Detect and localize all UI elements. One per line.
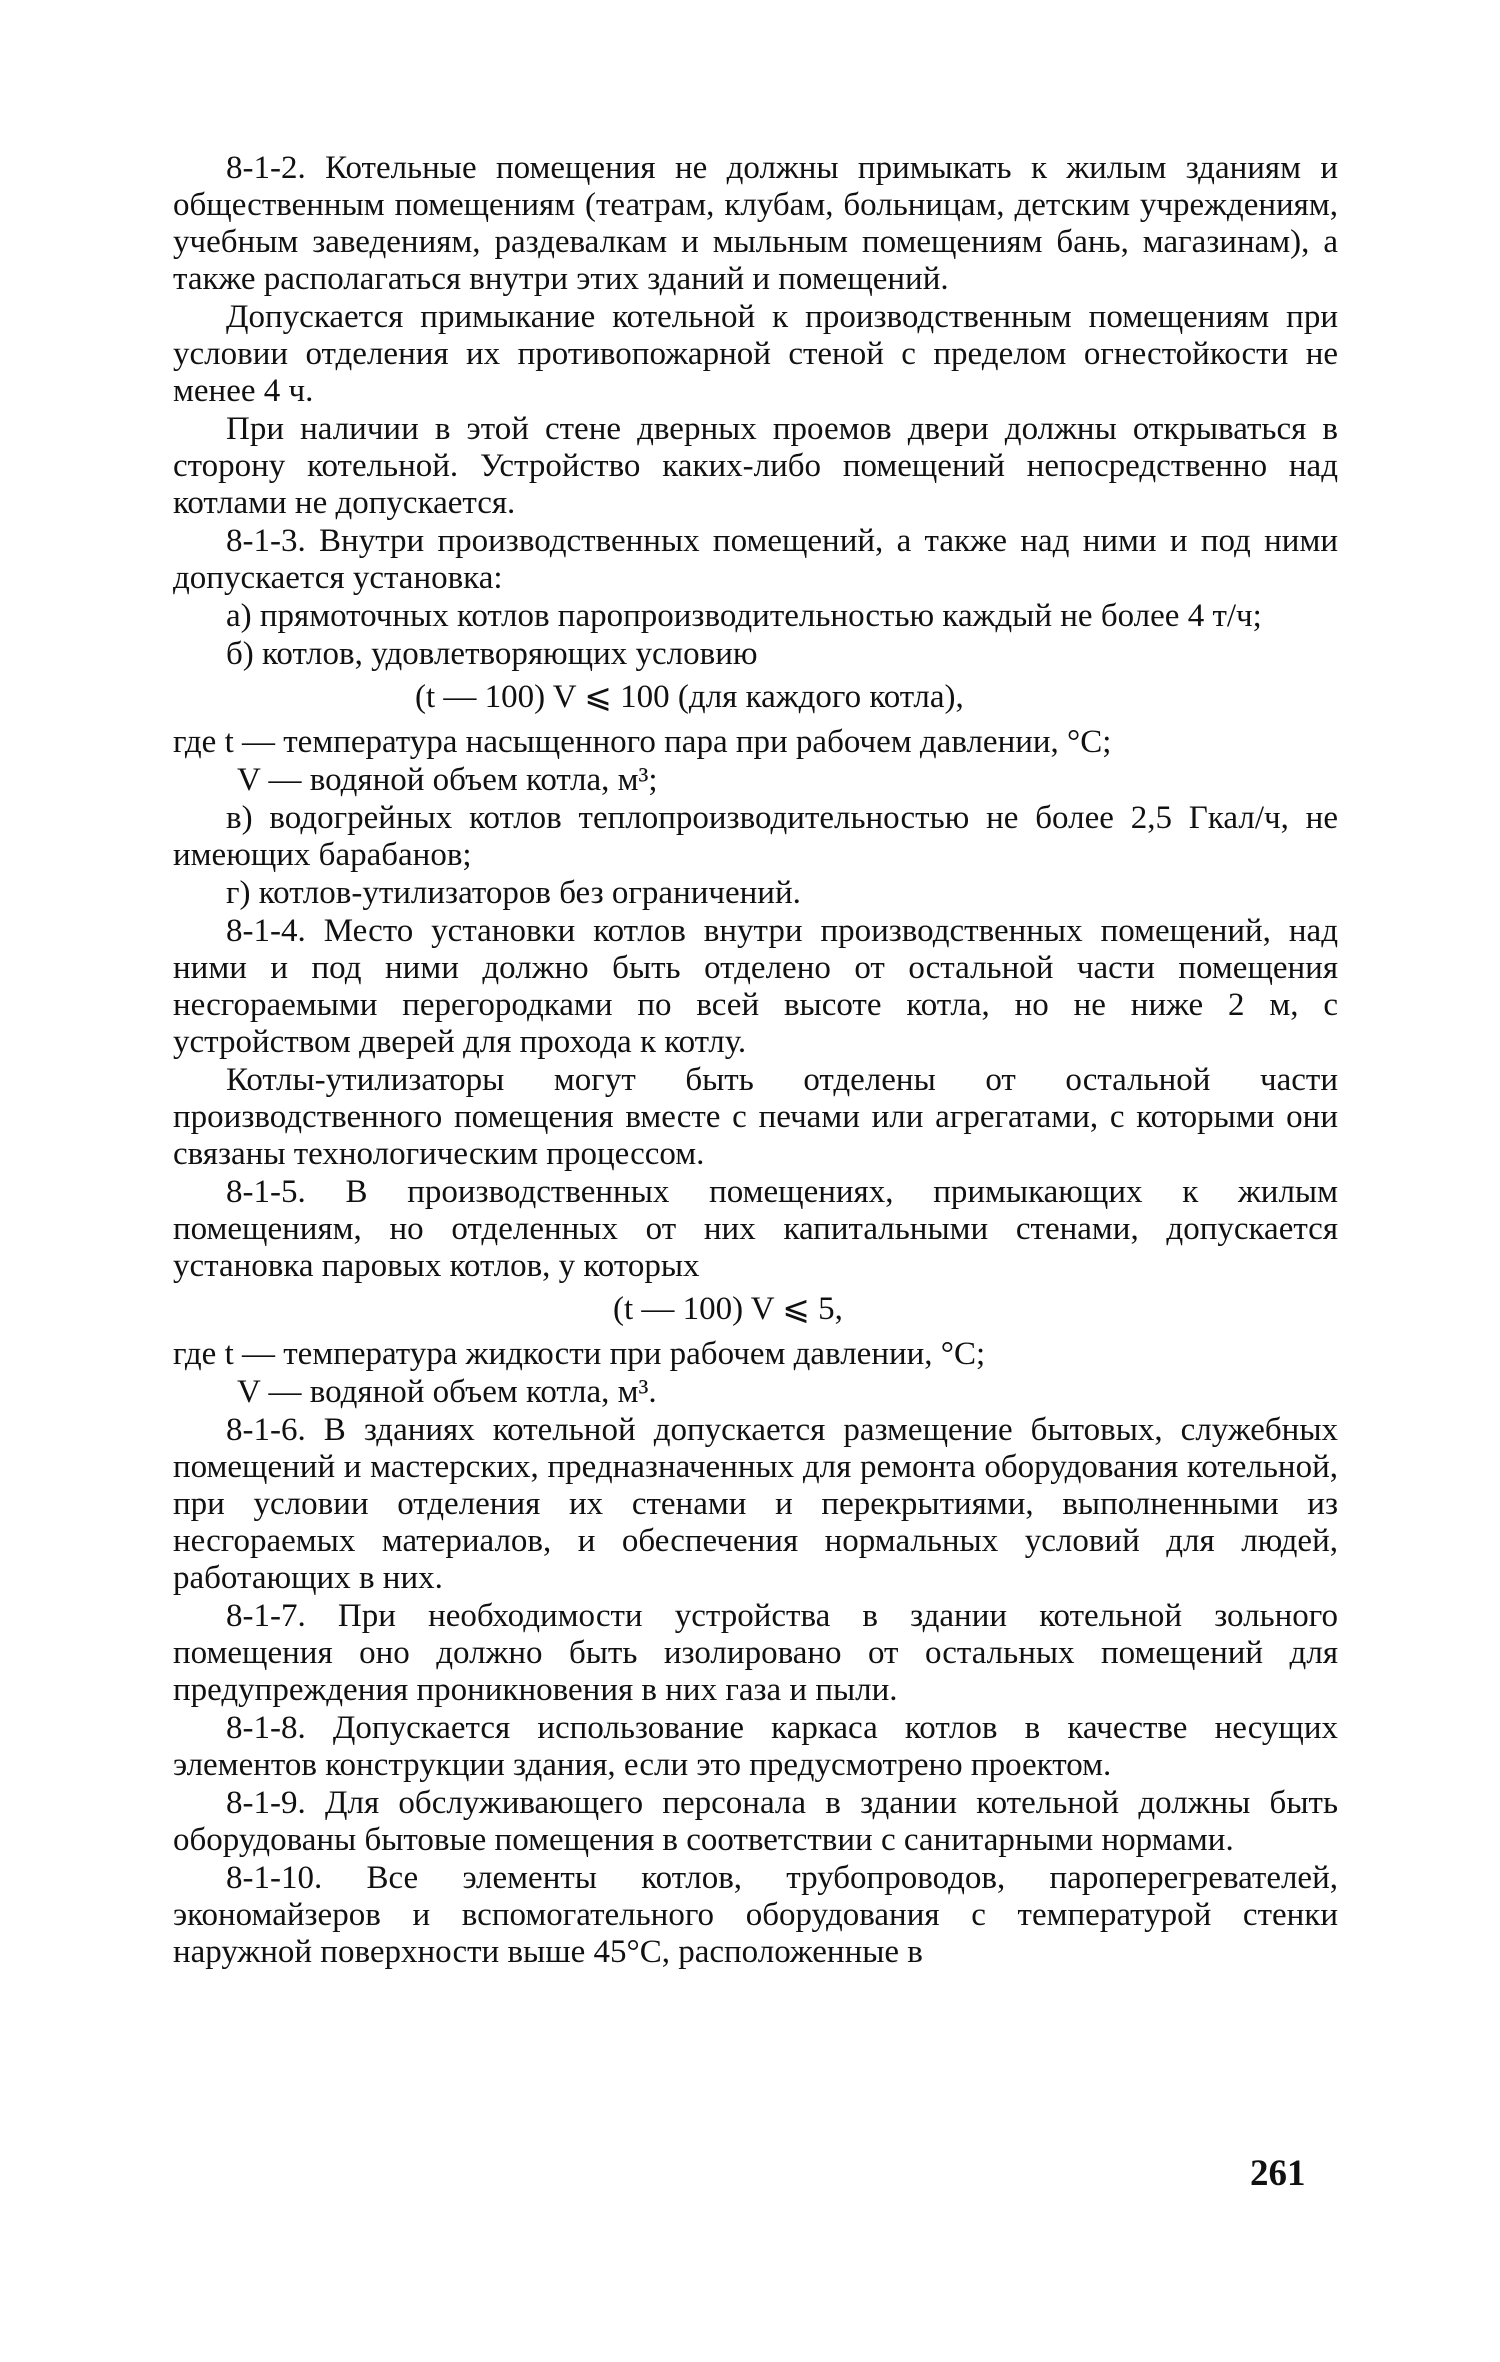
paragraph-door-openings: При наличии в этой стене дверных проемов двери должны открываться в сторону котельной. Устройство каких-либо помещений непосредственно над котлами не допускается.	[173, 411, 1338, 521]
page-body	[173, 150, 1338, 1972]
list-item-b: б) котлов, удовлетворяющих условию	[226, 636, 758, 672]
paragraph-boiler-adjacency: Допускается примыкание котельной к производственным помещениям при условии отделения их противопожарной стеной с пределом огнестойкости не менее 4 ч.	[173, 299, 1338, 409]
formula-condition-1: (t — 100) V ⩽ 100 (для каждого котла),	[415, 679, 964, 715]
paragraph-8-1-10: 8-1-10. Все элементы котлов, трубопроводов, пароперегревателей, экономайзеров и вспомогательного оборудования с температурой стенки наружной поверхности выше 45°С, расположенные в	[173, 1860, 1338, 1970]
page-number: 261	[1250, 2153, 1306, 2194]
paragraph-8-1-2: 8-1-2. Котельные помещения не должны примыкать к жилым зданиям и общественным помещениям (театрам, клубам, больницам, детским учреждениям, учебным заведениям, раздевалкам и мыльным помещениям бань, магазинам), а также располагаться внутри этих зданий и помещений.	[173, 150, 1338, 297]
paragraph-waste-heat-boilers: Котлы-утилизаторы могут быть отделены от остальной части производственного помещения вместе с печами или агрегатами, с которыми они связаны технологическим процессом.	[173, 1062, 1338, 1172]
paragraph-8-1-5: 8-1-5. В производственных помещениях, примыкающих к жилым помещениям, но отделенных от них капитальными стенами, допускается установка паровых котлов, у которых	[173, 1174, 1338, 1284]
paragraph-8-1-7: 8-1-7. При необходимости устройства в здании котельной зольного помещения оно должно быть изолировано от остальных помещений для предупреждения проникновения в них газа и пыли.	[173, 1598, 1338, 1708]
paragraph-8-1-8: 8-1-8. Допускается использование каркаса котлов в качестве несущих элементов конструкции здания, если это предусмотрено проектом.	[173, 1710, 1338, 1783]
definition-t-saturated: где t — температура насыщенного пара при рабочем давлении, °С;	[173, 724, 1112, 760]
list-item-g: г) котлов-утилизаторов без ограничений.	[226, 875, 801, 911]
paragraph-8-1-9: 8-1-9. Для обслуживающего персонала в здании котельной должны быть оборудованы бытовые помещения в соответствии с санитарными нормами.	[173, 1785, 1338, 1858]
paragraph-8-1-6: 8-1-6. В зданиях котельной допускается размещение бытовых, служебных помещений и мастерских, предназначенных для ремонта оборудования котельной, при условии отделения их стенами и перекрытиями, выполненными из несгораемых материалов, и обеспечения нормальных условий для людей, работающих в них.	[173, 1412, 1338, 1596]
definition-t-liquid: где t — температура жидкости при рабочем давлении, °С;	[173, 1336, 986, 1372]
paragraph-8-1-4: 8-1-4. Место установки котлов внутри производственных помещений, над ними и под ними должно быть отделено от остальной части помещения несгораемыми перегородками по всей высоте котла, но не ниже 2 м, с устройством дверей для прохода к котлу.	[173, 913, 1338, 1060]
list-item-v: в) водогрейных котлов теплопроизводительностью не более 2,5 Гкал/ч, не имеющих барабанов;	[173, 800, 1338, 873]
paragraph-8-1-3: 8-1-3. Внутри производственных помещений, а также над ними и под ними допускается установка:	[173, 523, 1338, 596]
formula-condition-2: (t — 100) V ⩽ 5,	[613, 1291, 843, 1327]
definition-v-volume: V — водяной объем котла, м³;	[237, 762, 658, 798]
definition-v-volume-2: V — водяной объем котла, м³.	[237, 1374, 657, 1410]
list-item-a: а) прямоточных котлов паропроизводительностью каждый не более 4 т/ч;	[226, 598, 1262, 634]
